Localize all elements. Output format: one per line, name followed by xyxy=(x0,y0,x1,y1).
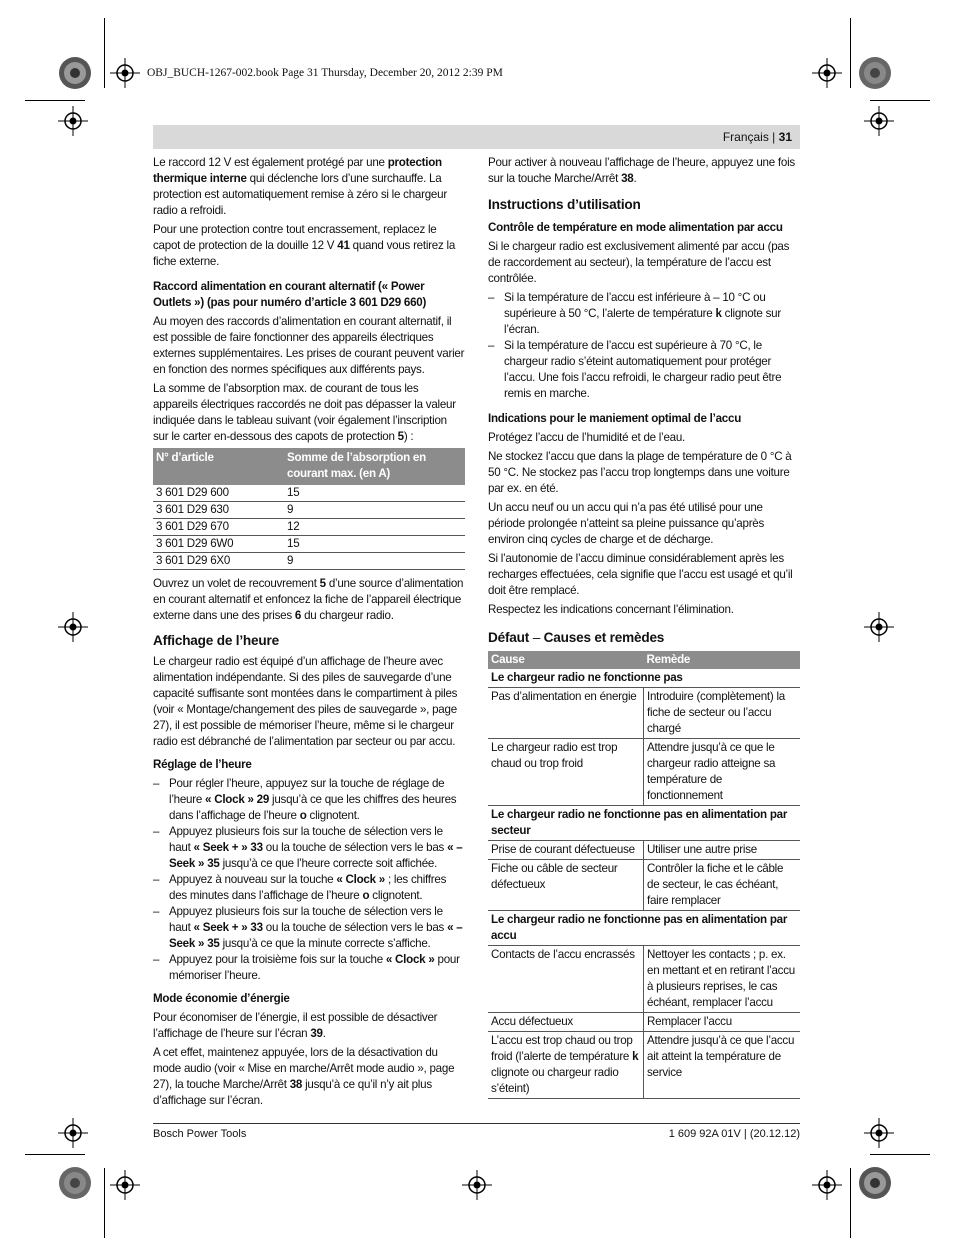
table-cell: 9 xyxy=(284,502,465,519)
reference-letter: k xyxy=(632,1050,639,1063)
text: Ouvrez un volet de recouvrement xyxy=(153,577,320,590)
text: qui déclenche lors d’une surchauffe. La protection est automatiquement remise à zéro si le chargeur radio a refroidi. xyxy=(153,172,447,217)
remedy-cell: Nettoyer les contacts ; p. ex. en mettant et en retirant l’accu à plusieurs reprises, le cas échéant, remplacer l’accu xyxy=(644,946,801,1013)
paragraph xyxy=(153,1010,465,1042)
cause-cell: Prise de courant défectueuse xyxy=(488,841,644,860)
registration-mark-icon xyxy=(58,1118,88,1148)
subheading-controle: Contrôle de température en mode alimentation par accu xyxy=(488,221,783,234)
registration-mark-icon xyxy=(462,1170,492,1200)
paragraph xyxy=(153,381,465,445)
cause-cell: Pas d’alimentation en énergie xyxy=(488,688,644,739)
table-row xyxy=(488,1032,800,1099)
reference-number: 38 xyxy=(289,1078,303,1091)
cause-cell: Accu défectueux xyxy=(488,1013,644,1032)
column-header: Cause xyxy=(488,651,644,669)
key-label: « Seek + » 33 xyxy=(193,841,263,854)
emphasis: protection thermique interne xyxy=(153,156,442,185)
key-label: « Clock » xyxy=(336,873,385,886)
remedy-cell: Introduire (complètement) la fiche de secteur ou l’accu chargé xyxy=(644,688,801,739)
text: Appuyez à nouveau sur la touche xyxy=(169,873,337,886)
paragraph: Protégez l’accu de l’humidité et de l’eau. xyxy=(488,431,686,444)
text: . xyxy=(322,1027,326,1040)
reference-letter: o xyxy=(299,809,307,822)
header-language: Français xyxy=(722,130,769,144)
text: A cet effet, maintenez appuyée, lors de la désactivation du mode audio (voir « Mise en marche/Arrêt mode audio », page 27), la touche Marche/Arrêt xyxy=(153,1046,455,1091)
subheading-raccord: Raccord alimentation en courant alternatif (« Power Outlets ») (pas pour numéro d’article 3 601 D29 660) xyxy=(153,280,427,309)
table-cell: 15 xyxy=(284,536,465,553)
column-header: Remède xyxy=(644,651,801,669)
article-current-table xyxy=(153,448,465,570)
text: Causes et remèdes xyxy=(543,630,665,645)
table-row xyxy=(153,485,465,502)
header-separator: | xyxy=(772,130,776,144)
paragraph xyxy=(488,155,800,187)
text: ou la touche de sélection vers le bas xyxy=(262,921,448,934)
text: – xyxy=(532,630,541,645)
column-header: N° d’article xyxy=(153,448,284,485)
table-cell: 15 xyxy=(284,485,465,502)
text: Appuyez plusieurs fois sur la touche de sélection vers le haut xyxy=(169,905,443,934)
text: ou la touche de sélection vers le bas xyxy=(262,841,448,854)
remedy-cell: Contrôler la fiche et le câble de secteur, le cas échéant, faire remplacer xyxy=(644,860,801,911)
steps-list xyxy=(153,776,465,984)
print-header: OBJ_BUCH-1267-002.book Page 31 Thursday, December 20, 2012 2:39 PM xyxy=(147,67,503,79)
reference-number: 41 xyxy=(337,239,350,252)
text: jusqu’à ce qu’il n’y ait plus d’affichage sur l’écran. xyxy=(153,1078,432,1107)
text: d’une source d’alimentation en courant alternatif et enfoncez la fiche de l’appareil électrique externe dans une des prises xyxy=(153,577,464,622)
registration-mark-icon xyxy=(58,612,88,642)
remedy-cell: Attendre jusqu’à ce que le chargeur radio atteigne sa température de fonctionnement xyxy=(644,739,801,806)
list-item: – Si la température de l’accu est supérieure à 70 °C, le chargeur radio s’éteint automatiquement pour protéger l’accu. Une fois l’accu refroidi, le chargeur radio peut être remis en marche. xyxy=(488,338,800,402)
table-row xyxy=(488,688,800,739)
table-row xyxy=(153,519,465,536)
color-wheel-icon xyxy=(858,56,892,90)
registration-mark-icon xyxy=(864,1118,894,1148)
table-cell: 3 601 D29 670 xyxy=(153,519,284,536)
footer-brand: Bosch Power Tools xyxy=(153,1128,247,1140)
color-wheel-icon xyxy=(58,1166,92,1200)
subheading-mode: Mode économie d’énergie xyxy=(153,992,290,1005)
reference-letter: o xyxy=(362,889,370,902)
crop-line xyxy=(104,1168,105,1238)
reference-number: 5 xyxy=(397,430,404,443)
table-header-row xyxy=(153,448,465,485)
text: La somme de l’absorption max. de courant de tous les appareils électriques raccordés ne doit pas dépasser la valeur indiquée dans le tableau suivant (voir également l’inscription sur le carter en-dessous des capots de protection xyxy=(153,382,456,443)
remedy-cell: Utiliser une autre prise xyxy=(644,841,801,860)
list-item xyxy=(153,952,465,984)
table-cell: 3 601 D29 630 xyxy=(153,502,284,519)
list-item xyxy=(153,904,465,952)
text: Si la température de l’accu est inférieure à – 10 °C ou supérieure à 50 °C, l’alerte de température xyxy=(504,291,766,320)
group-heading: Le chargeur radio ne fonctionne pas en alimentation par accu xyxy=(488,911,800,946)
crop-line xyxy=(25,1154,85,1155)
crop-line xyxy=(870,100,930,101)
text: ) : xyxy=(403,430,414,443)
column-header: Somme de l’absorption en courant max. (en A) xyxy=(284,448,465,485)
crop-line xyxy=(104,18,105,88)
color-wheel-icon xyxy=(58,56,92,90)
text: Pour régler l’heure, appuyez sur la touche de réglage de l’heure xyxy=(169,777,445,806)
registration-mark-icon xyxy=(812,1170,842,1200)
text: Appuyez plusieurs fois sur la touche de sélection vers le haut xyxy=(169,825,443,854)
key-label: « Clock » xyxy=(385,953,435,966)
reference-number: 39 xyxy=(310,1027,323,1040)
subheading-indications: Indications pour le maniement optimal de l’accu xyxy=(488,412,742,425)
table-cell: 12 xyxy=(284,519,465,536)
list-item xyxy=(153,776,465,824)
crop-line xyxy=(870,1154,930,1155)
table-cell: 9 xyxy=(284,553,465,570)
text: . xyxy=(633,172,637,185)
list-item xyxy=(488,290,800,338)
table-row xyxy=(488,946,800,1013)
text: Le raccord 12 V est également protégé par une xyxy=(153,156,388,169)
color-wheel-icon xyxy=(858,1166,892,1200)
reference-letter: k xyxy=(715,307,722,320)
reference-number: 5 xyxy=(319,577,326,590)
table-cell: 3 601 D29 600 xyxy=(153,485,284,502)
text: clignote sur l’écran. xyxy=(504,307,781,336)
text: clignote ou chargeur radio s’éteint) xyxy=(491,1066,619,1095)
page-header-text xyxy=(723,130,792,144)
paragraph: Ne stockez l’accu que dans la plage de température de 0 °C à 50 °C. Ne stockez pas l’accu trop longtemps dans une voiture par ex. en été. xyxy=(488,450,792,495)
group-heading: Le chargeur radio ne fonctionne pas en alimentation par secteur xyxy=(488,806,800,841)
table-group-row xyxy=(488,806,800,841)
registration-mark-icon xyxy=(110,1170,140,1200)
key-label: « Clock » 29 xyxy=(205,793,270,806)
section-heading-instructions: Instructions d’utilisation xyxy=(488,197,641,212)
text: quand vous retirez la fiche externe. xyxy=(153,239,456,268)
remedy-cell: Attendre jusqu’à ce que l’accu ait atteint la température de service xyxy=(644,1032,801,1099)
registration-mark-icon xyxy=(864,106,894,136)
paragraph xyxy=(153,222,465,270)
reference-number: 38 xyxy=(621,172,634,185)
text: clignotent. xyxy=(369,889,423,902)
text: Pour économiser de l’énergie, il est possible de désactiver l’affichage de l’heure sur l’écran xyxy=(153,1011,438,1040)
paragraph xyxy=(153,1045,465,1109)
cause-cell: Le chargeur radio est trop chaud ou trop froid xyxy=(488,739,644,806)
table-cell: 3 601 D29 6W0 xyxy=(153,536,284,553)
troubleshooting-table xyxy=(488,651,800,1099)
table-row xyxy=(153,553,465,570)
text: jusqu’à ce que la minute correcte s’affiche. xyxy=(219,937,431,950)
subheading-reglage: Réglage de l’heure xyxy=(153,758,252,771)
table-row xyxy=(153,502,465,519)
group-heading: Le chargeur radio ne fonctionne pas xyxy=(488,669,800,688)
registration-mark-icon xyxy=(58,106,88,136)
key-label: « – Seek » 35 xyxy=(169,921,463,950)
temperature-list xyxy=(488,290,800,402)
text: clignotent. xyxy=(306,809,360,822)
text: jusqu’à ce que l’heure correcte soit affichée. xyxy=(219,857,438,870)
paragraph: Respectez les indications concernant l’élimination. xyxy=(488,603,734,616)
text: jusqu’à ce que les chiffres des heures dans l’affichage de l’heure xyxy=(169,793,457,822)
text: Appuyez pour la troisième fois sur la touche xyxy=(169,953,386,966)
table-header-row xyxy=(488,651,800,669)
cause-cell: Fiche ou câble de secteur défectueux xyxy=(488,860,644,911)
remedy-cell: Remplacer l’accu xyxy=(644,1013,801,1032)
list-item xyxy=(153,824,465,872)
table-row xyxy=(488,739,800,806)
paragraph xyxy=(153,576,465,624)
cause-cell xyxy=(488,1032,644,1099)
table-group-row xyxy=(488,669,800,688)
table-row xyxy=(488,1013,800,1032)
key-label: « – Seek » 35 xyxy=(169,841,463,870)
text: du chargeur radio. xyxy=(301,609,394,622)
table-row xyxy=(488,841,800,860)
text: L’accu est trop chaud ou trop froid (l’alerte de température xyxy=(491,1034,633,1063)
footer-doc-number: 1 609 92A 01V | (20.12.12) xyxy=(668,1128,800,1140)
paragraph xyxy=(153,155,465,219)
paragraph: Le chargeur radio est équipé d’un affichage de l’heure avec alimentation indépendante. Si des piles de sauvegarde d’une capacité suffisante sont montées dans le compartiment à piles (voir « Montage/changement des piles de sauvegarde », page 27), il est possible de mémoriser l’heure, même si le chargeur radio est débranché de l’alimentation par secteur ou par accu. xyxy=(153,655,458,748)
page-number: 31 xyxy=(778,130,792,144)
paragraph: Un accu neuf ou un accu qui n’a pas été utilisé pour une période prolongée n’atteint sa pleine puissance qu’après environ cinq cycles de charge et de décharge. xyxy=(488,501,765,546)
paragraph: Si le chargeur radio est exclusivement alimenté par accu (pas de raccordement au secteur), la température de l’accu est contrôlée. xyxy=(488,240,790,285)
reference-number: 6 xyxy=(294,609,302,622)
crop-line xyxy=(25,100,85,101)
page-footer xyxy=(153,1123,800,1140)
table-cell: 3 601 D29 6X0 xyxy=(153,553,284,570)
crop-line xyxy=(850,1168,851,1238)
text: Pour activer à nouveau l’affichage de l’heure, appuyez une fois sur la touche Marche/Arrêt xyxy=(488,156,795,185)
text: pour mémoriser l’heure. xyxy=(169,953,460,982)
left-column xyxy=(153,155,465,1112)
text: ; les chiffres des minutes dans l’affichage de l’heure xyxy=(169,873,447,902)
text: Pour une protection contre tout encrassement, replacez le capot de protection de la douille 12 V xyxy=(153,223,437,252)
registration-mark-icon xyxy=(864,612,894,642)
right-column xyxy=(488,155,800,1099)
list-item xyxy=(153,872,465,904)
crop-line xyxy=(850,18,851,88)
cause-cell: Contacts de l’accu encrassés xyxy=(488,946,644,1013)
paragraph: Au moyen des raccords d’alimentation en courant alternatif, il est possible de faire fonctionner des appareils électriques externes supplémentaires. Les prises de courant peuvent varier en fonction des normes spécifiques aux différents pays. xyxy=(153,315,465,376)
paragraph: Si l’autonomie de l’accu diminue considérablement après les recharges effectuées, cela signifie que l’accu est usagé et qu’il doit être remplacé. xyxy=(488,552,793,597)
page-header-bar xyxy=(153,125,800,149)
table-row xyxy=(488,860,800,911)
registration-mark-icon xyxy=(110,58,140,88)
section-heading-affichage: Affichage de l’heure xyxy=(153,633,279,648)
text: Défaut xyxy=(488,630,530,645)
key-label: « Seek + » 33 xyxy=(193,921,263,934)
table-group-row xyxy=(488,911,800,946)
section-heading-defaut xyxy=(488,630,800,646)
registration-mark-icon xyxy=(812,58,842,88)
table-row xyxy=(153,536,465,553)
